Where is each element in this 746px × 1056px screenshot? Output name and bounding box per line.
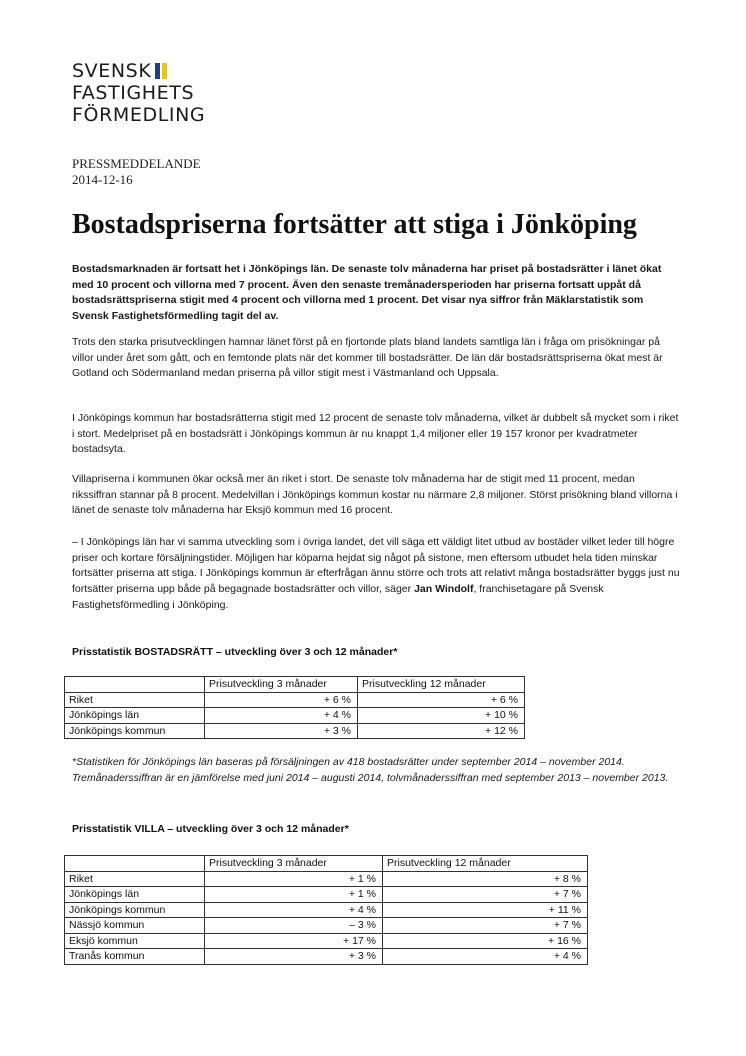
table-row-label: Riket — [65, 692, 205, 708]
table-header-cell — [65, 856, 205, 872]
table-header-cell — [65, 677, 205, 693]
logo-flag-mark — [155, 63, 169, 79]
table-value-cell: + 7 % — [383, 887, 588, 903]
table-value-cell: + 7 % — [383, 918, 588, 934]
table-value-cell: + 1 % — [205, 887, 383, 903]
table-header-cell: Prisutveckling 12 månader — [383, 856, 588, 872]
logo-flag-yellow — [162, 63, 167, 79]
table-row — [65, 918, 588, 934]
table-row-label: Jönköpings län — [65, 708, 205, 724]
headline: Bostadspriserna fortsätter att stiga i Jönköping — [72, 209, 637, 240]
table-row-label: Tranås kommun — [65, 949, 205, 965]
table-header-cell: Prisutveckling 3 månader — [205, 677, 358, 693]
table-header-row — [65, 677, 525, 693]
lead-paragraph: Bostadsmarknaden är fortsatt het i Jönköpings län. De senaste tolv månaderna har priset på bostadsrätter i länet ökat med 10 procent och villorna med 7 procent. Även den senaste tremånadersperioden har priserna fortsatt uppåt då bostadsrättspriserna stigit med 4 procent och villorna med 1 procent. Det visar nya siffror från Mäklarstatistik som Svensk Fastighetsförmedling tagit del av. — [72, 263, 662, 323]
table-value-cell: + 3 % — [205, 723, 358, 739]
table-value-cell: + 12 % — [358, 723, 525, 739]
footnote: *Statistiken för Jönköpings län baseras på försäljningen av 418 bostadsrätter under september 2014 – november 2014. Tremånaderssiffran är en jämförelse med juni 2014 – augusti 2014, tolvmånaderssiffran med september 2013 – november 2013. — [72, 756, 669, 784]
table-villa-title: Prisstatistik VILLA – utveckling över 3 och 12 månader* — [72, 823, 349, 835]
table-row-label: Jönköpings kommun — [65, 723, 205, 739]
body-paragraph-2: I Jönköpings kommun har bostadsrätterna stigit med 12 procent de senaste tolv månaderna, vilket är dubbelt så mycket som i riket i stort. Medelpriset på en bostadsrätt i Jönköpings kommun är nu knappt 1,4 miljoner eller 19 157 kronor per kvadratmeter bostadsyta. — [72, 412, 679, 456]
body-paragraph-3: Villapriserna i kommunen ökar också mer än riket i stort. De senaste tolv månaderna har de stigit med 11 procent, medan rikssiffran stannar på 8 procent. Medelvillan i Jönköpings kommun kostar nu närmare 2,8 miljoner. Störst prisökning bland villorna i länet de senaste tolv månaderna har Eksjö kommun med 16 procent. — [72, 473, 678, 517]
table-row — [65, 887, 588, 903]
quote-person-title: , franchisetagare på Svensk Fastighetsförmedling i Jönköping. — [72, 583, 604, 611]
table-value-cell: + 10 % — [358, 708, 525, 724]
logo-line-3: FÖRMEDLING — [72, 104, 206, 126]
table-row — [65, 692, 525, 708]
press-release-label: PRESSMEDDELANDE — [72, 156, 201, 171]
table-row — [65, 723, 525, 739]
quote-paragraph — [72, 535, 680, 614]
quote-text: – I Jönköpings län har vi samma utveckling som i övriga landet, det vill säga ett väldigt litet utbud av bostäder vilket leder till högre priser och kortare försäljningstider. Möjligen har köparna hejdat sig något på sistone, men eftersom utbudet hela tiden minskar fortsätter priserna att stiga. I Jönköpings kommun är efterfrågan ännu större och trots att relativt många bostadsrätter byggs just nu fortsätter priserna upp både på begagnade bostadsrätter och villor, säger — [72, 536, 680, 596]
logo-line-1: SVENSK — [72, 60, 152, 82]
company-logo — [72, 60, 205, 126]
table-row — [65, 902, 588, 918]
table-row-label: Eksjö kommun — [65, 933, 205, 949]
table-header-row — [65, 856, 588, 872]
table-value-cell: – 3 % — [205, 918, 383, 934]
table-bostadsratt-title: Prisstatistik BOSTADSRÄTT – utveckling över 3 och 12 månader* — [72, 646, 398, 658]
table-row-label: Riket — [65, 871, 205, 887]
table-value-cell: + 4 % — [383, 949, 588, 965]
table-row-label: Jönköpings kommun — [65, 902, 205, 918]
table-value-cell: + 3 % — [205, 949, 383, 965]
table-value-cell: + 4 % — [205, 902, 383, 918]
table-value-cell: + 1 % — [205, 871, 383, 887]
table-header-cell: Prisutveckling 3 månader — [205, 856, 383, 872]
table-row — [65, 949, 588, 965]
table-value-cell: + 6 % — [358, 692, 525, 708]
table-row — [65, 933, 588, 949]
table-value-cell: + 6 % — [205, 692, 358, 708]
table-value-cell: + 8 % — [383, 871, 588, 887]
table-value-cell: + 17 % — [205, 933, 383, 949]
body-paragraph-1: Trots den starka prisutvecklingen hamnar länet först på en fjortonde plats bland landets samtliga län i fråga om prisökningar på villor under året som gått, och en femtonde plats när det kommer till bostadsrätter. De län där bostadsrättspriserna ökat mest är Gotland och Södermanland medan priserna på villor stigit mest i Västmanland och Uppsala. — [72, 336, 663, 380]
table-row-label: Jönköpings län — [65, 887, 205, 903]
logo-flag-blue — [155, 63, 160, 79]
quote-person-name: Jan Windolf — [414, 583, 474, 596]
table-value-cell: + 16 % — [383, 933, 588, 949]
table-value-cell: + 11 % — [383, 902, 588, 918]
table-row — [65, 871, 588, 887]
table-row — [65, 708, 525, 724]
table-value-cell: + 4 % — [205, 708, 358, 724]
table-header-cell: Prisutveckling 12 månader — [358, 677, 525, 693]
table-row-label: Nässjö kommun — [65, 918, 205, 934]
press-release-date: 2014-12-16 — [72, 172, 133, 187]
table-bostadsratt — [64, 676, 525, 739]
table-villa — [64, 855, 588, 965]
logo-line-2: FASTIGHETS — [72, 82, 195, 104]
press-release-label-block — [72, 156, 201, 188]
